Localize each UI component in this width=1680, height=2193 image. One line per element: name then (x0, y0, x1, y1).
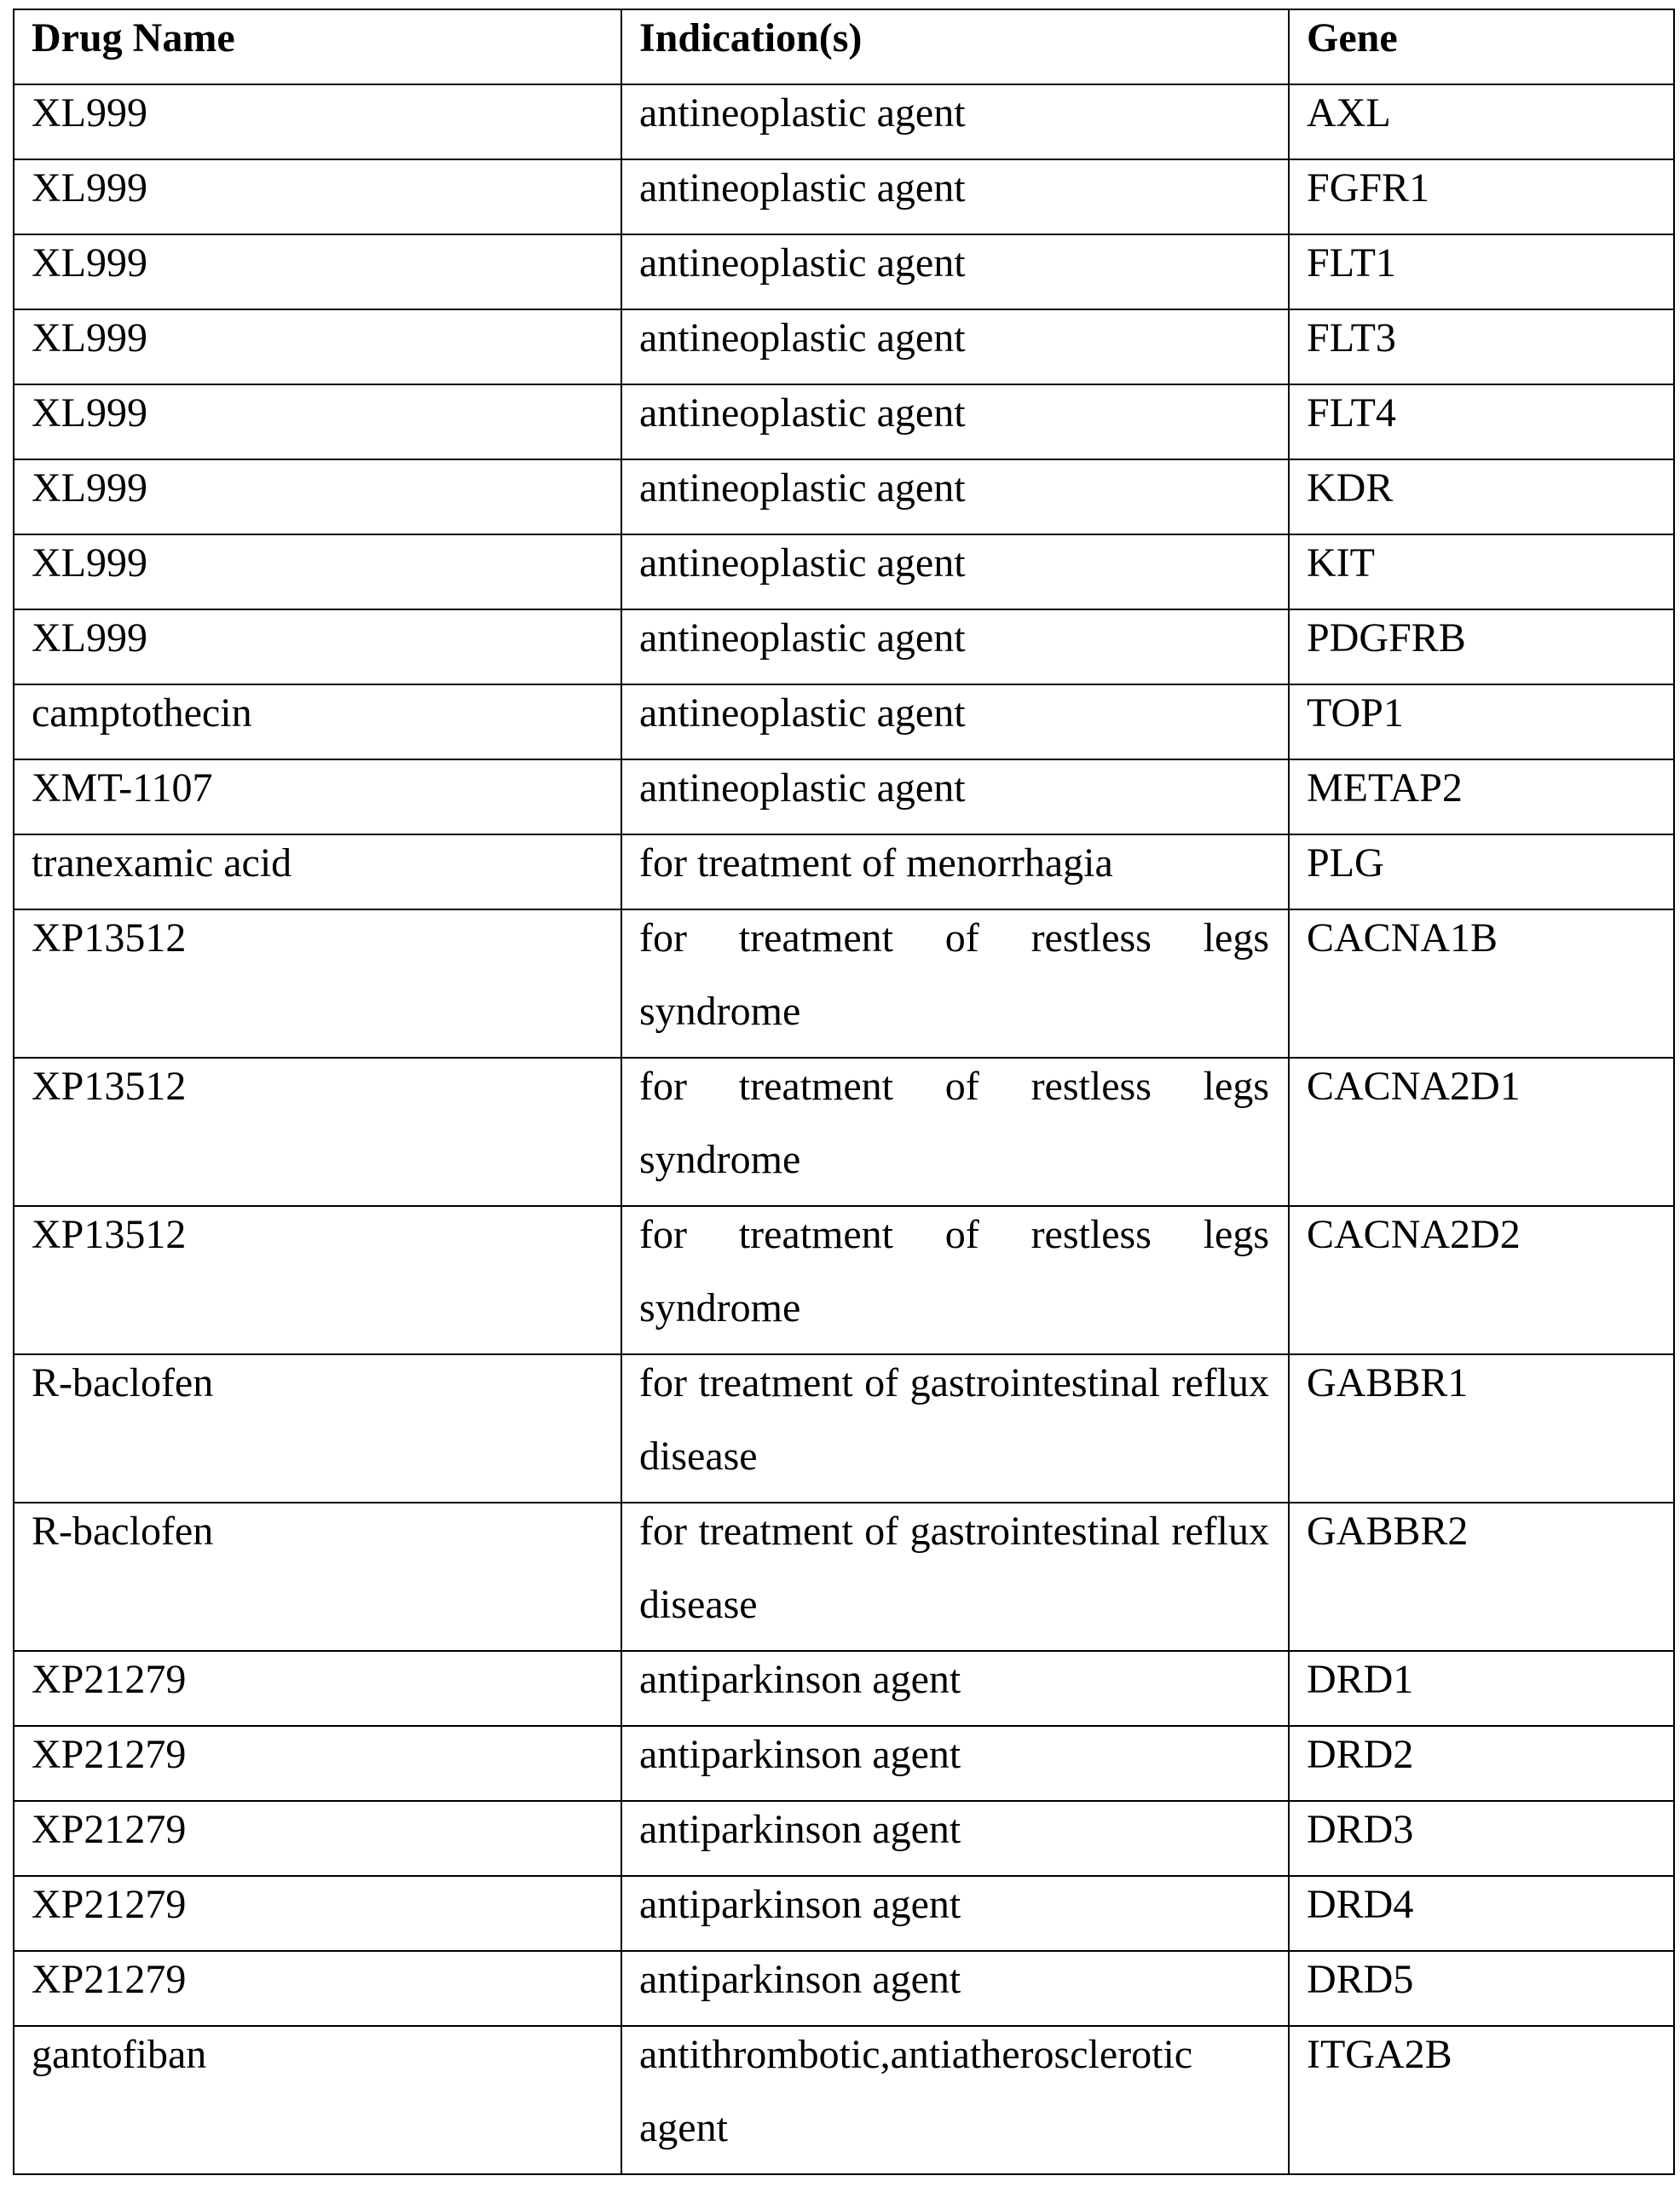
drug-name-cell (14, 309, 621, 384)
cell-text: FLT3 (1307, 302, 1654, 375)
table-row (14, 534, 1674, 609)
cell-text: gantofiban (32, 2018, 602, 2092)
drug-name-cell (14, 1876, 621, 1951)
cell-text: XL999 (32, 152, 602, 225)
cell-text: XP13512 (32, 1050, 602, 1123)
cell-text: PDGFRB (1307, 602, 1654, 675)
indication-cell (621, 1503, 1289, 1651)
cell-text: XP21279 (32, 1943, 602, 2017)
cell-text: FGFR1 (1307, 152, 1654, 225)
indication-cell (621, 609, 1289, 684)
table-row (14, 834, 1674, 909)
cell-text: antiparkinson agent (639, 1643, 1269, 1717)
header-drug-name (14, 9, 621, 84)
drug-name-cell (14, 159, 621, 234)
table-row (14, 609, 1674, 684)
cell-text: for treatment of gastrointestinal reflux disease (639, 1347, 1269, 1493)
drug-name-cell (14, 534, 621, 609)
indication-cell (621, 84, 1289, 159)
drug-name-cell (14, 1354, 621, 1503)
gene-cell (1289, 534, 1674, 609)
cell-text: XL999 (32, 452, 602, 525)
cell-text: XL999 (32, 377, 602, 450)
cell-text: for treatment of restless legs syndrome (639, 902, 1269, 1048)
indication-cell (621, 759, 1289, 834)
cell-text: for treatment of restless legs syndrome (639, 1050, 1269, 1197)
gene-cell (1289, 234, 1674, 309)
gene-cell (1289, 1651, 1674, 1726)
table-row (14, 159, 1674, 234)
table-row (14, 759, 1674, 834)
header-gene (1289, 9, 1674, 84)
drug-name-cell (14, 234, 621, 309)
cell-text: antiparkinson agent (639, 1943, 1269, 2017)
table-row (14, 1726, 1674, 1801)
cell-text: DRD3 (1307, 1793, 1654, 1867)
indication-cell (621, 234, 1289, 309)
cell-text: XP21279 (32, 1643, 602, 1717)
cell-text: DRD4 (1307, 1868, 1654, 1942)
gene-cell (1289, 1058, 1674, 1206)
cell-text: KIT (1307, 527, 1654, 600)
gene-cell (1289, 1951, 1674, 2026)
gene-cell (1289, 384, 1674, 459)
cell-text: antithrombotic,antiatherosclerotic agent (639, 2018, 1269, 2165)
indication-cell (621, 2026, 1289, 2174)
cell-text: XL999 (32, 302, 602, 375)
cell-text: antineoplastic agent (639, 677, 1269, 750)
indication-cell (621, 1651, 1289, 1726)
table-row (14, 684, 1674, 759)
gene-cell (1289, 1876, 1674, 1951)
gene-cell (1289, 84, 1674, 159)
drug-gene-table (13, 9, 1675, 2175)
header-label: Gene (1307, 2, 1654, 75)
cell-text: XL999 (32, 227, 602, 300)
gene-cell (1289, 1801, 1674, 1876)
cell-text: antiparkinson agent (639, 1793, 1269, 1867)
table-row (14, 309, 1674, 384)
drug-name-cell (14, 759, 621, 834)
gene-cell (1289, 159, 1674, 234)
indication-cell (621, 834, 1289, 909)
cell-text: XMT-1107 (32, 752, 602, 825)
table-body (14, 84, 1674, 2174)
table-row (14, 1503, 1674, 1651)
gene-cell (1289, 459, 1674, 534)
table-row (14, 909, 1674, 1058)
drug-name-cell (14, 459, 621, 534)
cell-text: R-baclofen (32, 1347, 602, 1420)
gene-cell (1289, 609, 1674, 684)
indication-cell (621, 1206, 1289, 1354)
drug-name-cell (14, 684, 621, 759)
drug-name-cell (14, 834, 621, 909)
gene-cell (1289, 684, 1674, 759)
table-row (14, 1876, 1674, 1951)
gene-cell (1289, 1354, 1674, 1503)
indication-cell (621, 534, 1289, 609)
cell-text: DRD5 (1307, 1943, 1654, 2017)
header-label: Indication(s) (639, 2, 1269, 75)
header-indications (621, 9, 1289, 84)
drug-name-cell (14, 1058, 621, 1206)
cell-text: antineoplastic agent (639, 227, 1269, 300)
cell-text: antineoplastic agent (639, 377, 1269, 450)
indication-cell (621, 1354, 1289, 1503)
drug-name-cell (14, 2026, 621, 2174)
cell-text: antineoplastic agent (639, 152, 1269, 225)
cell-text: ITGA2B (1307, 2018, 1654, 2092)
indication-cell (621, 159, 1289, 234)
cell-text: for treatment of gastrointestinal reflux disease (639, 1495, 1269, 1642)
cell-text: antiparkinson agent (639, 1718, 1269, 1792)
cell-text: PLG (1307, 827, 1654, 900)
cell-text: camptothecin (32, 677, 602, 750)
indication-cell (621, 684, 1289, 759)
drug-name-cell (14, 1503, 621, 1651)
cell-text: XP21279 (32, 1718, 602, 1792)
drug-name-cell (14, 909, 621, 1058)
gene-cell (1289, 1503, 1674, 1651)
gene-cell (1289, 1206, 1674, 1354)
cell-text: KDR (1307, 452, 1654, 525)
indication-cell (621, 1876, 1289, 1951)
cell-text: TOP1 (1307, 677, 1654, 750)
indication-cell (621, 459, 1289, 534)
table-row (14, 1801, 1674, 1876)
cell-text: CACNA1B (1307, 902, 1654, 975)
gene-cell (1289, 909, 1674, 1058)
cell-text: antineoplastic agent (639, 752, 1269, 825)
indication-cell (621, 1801, 1289, 1876)
cell-text: FLT1 (1307, 227, 1654, 300)
cell-text: GABBR1 (1307, 1347, 1654, 1420)
cell-text: tranexamic acid (32, 827, 602, 900)
table-row (14, 84, 1674, 159)
drug-name-cell (14, 609, 621, 684)
table-row (14, 1651, 1674, 1726)
table-row (14, 459, 1674, 534)
indication-cell (621, 1951, 1289, 2026)
indication-cell (621, 1726, 1289, 1801)
drug-name-cell (14, 1206, 621, 1354)
cell-text: antineoplastic agent (639, 452, 1269, 525)
gene-cell (1289, 759, 1674, 834)
table-row (14, 384, 1674, 459)
gene-cell (1289, 1726, 1674, 1801)
cell-text: XP21279 (32, 1868, 602, 1942)
table-row (14, 1058, 1674, 1206)
header-label: Drug Name (32, 2, 602, 75)
table-row (14, 234, 1674, 309)
drug-name-cell (14, 384, 621, 459)
cell-text: XP13512 (32, 1198, 602, 1272)
cell-text: for treatment of menorrhagia (639, 827, 1269, 900)
cell-text: CACNA2D1 (1307, 1050, 1654, 1123)
drug-name-cell (14, 84, 621, 159)
cell-text: for treatment of restless legs syndrome (639, 1198, 1269, 1345)
indication-cell (621, 309, 1289, 384)
indication-cell (621, 909, 1289, 1058)
table-row (14, 2026, 1674, 2174)
cell-text: FLT4 (1307, 377, 1654, 450)
gene-cell (1289, 309, 1674, 384)
table-row (14, 1354, 1674, 1503)
cell-text: DRD1 (1307, 1643, 1654, 1717)
cell-text: AXL (1307, 77, 1654, 150)
drug-name-cell (14, 1726, 621, 1801)
cell-text: R-baclofen (32, 1495, 602, 1568)
cell-text: antineoplastic agent (639, 302, 1269, 375)
cell-text: XL999 (32, 77, 602, 150)
drug-name-cell (14, 1951, 621, 2026)
cell-text: XP21279 (32, 1793, 602, 1867)
drug-name-cell (14, 1801, 621, 1876)
cell-text: CACNA2D2 (1307, 1198, 1654, 1272)
cell-text: antineoplastic agent (639, 77, 1269, 150)
cell-text: antineoplastic agent (639, 527, 1269, 600)
cell-text: GABBR2 (1307, 1495, 1654, 1568)
gene-cell (1289, 2026, 1674, 2174)
cell-text: DRD2 (1307, 1718, 1654, 1792)
indication-cell (621, 384, 1289, 459)
cell-text: XL999 (32, 527, 602, 600)
table-row (14, 1206, 1674, 1354)
cell-text: XP13512 (32, 902, 602, 975)
cell-text: antineoplastic agent (639, 602, 1269, 675)
cell-text: antiparkinson agent (639, 1868, 1269, 1942)
cell-text: METAP2 (1307, 752, 1654, 825)
drug-name-cell (14, 1651, 621, 1726)
cell-text: XL999 (32, 602, 602, 675)
indication-cell (621, 1058, 1289, 1206)
gene-cell (1289, 834, 1674, 909)
header-row (14, 9, 1674, 84)
table-row (14, 1951, 1674, 2026)
